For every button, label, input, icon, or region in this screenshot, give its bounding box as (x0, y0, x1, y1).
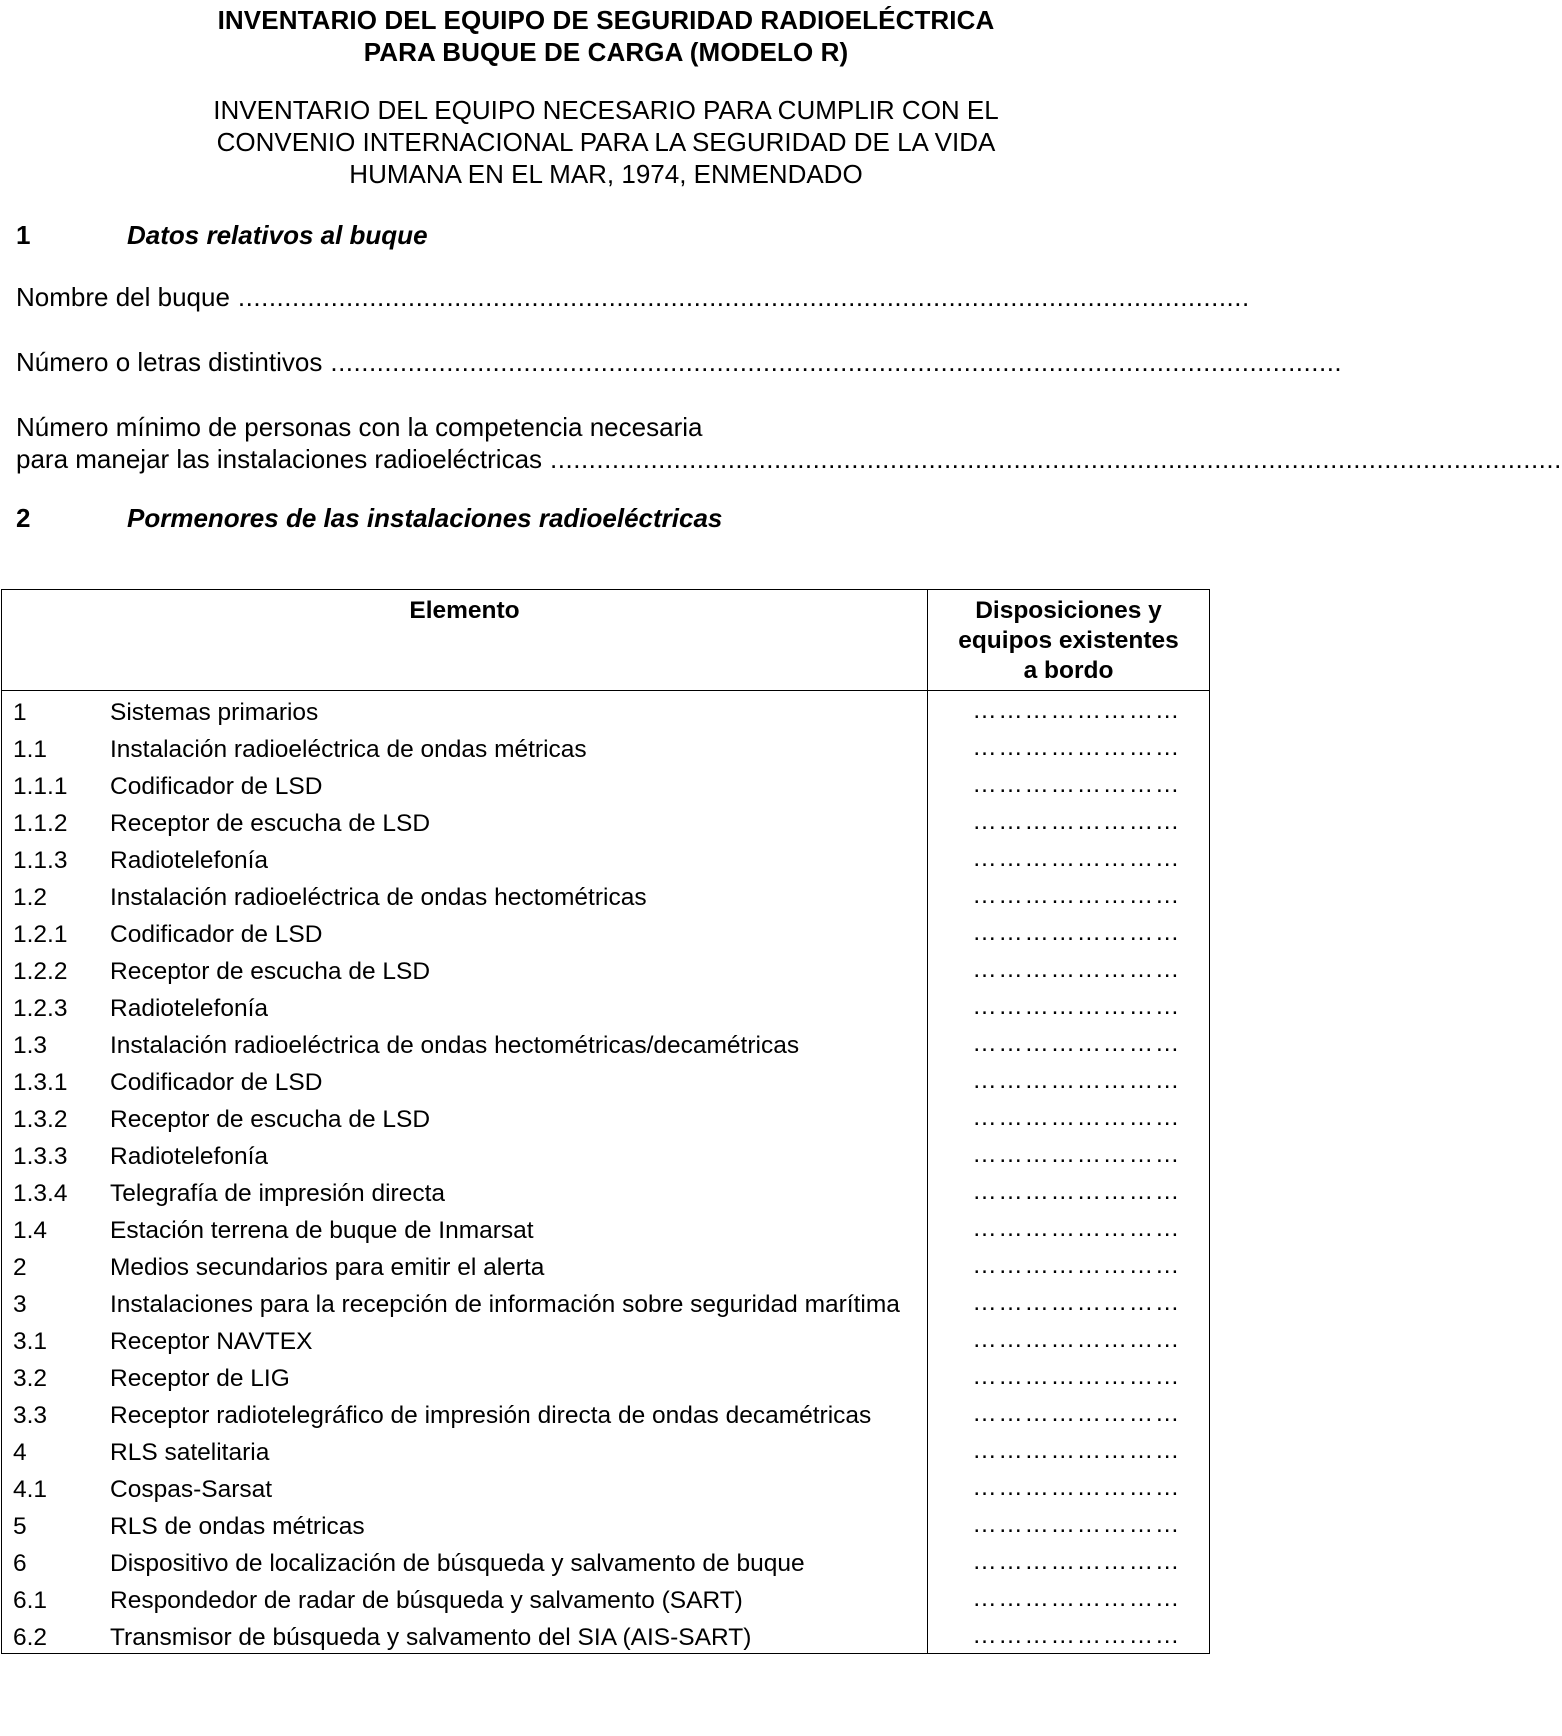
on-board-value-cell[interactable]: …………………… (928, 1246, 1210, 1283)
item-description: Receptor radiotelegráfico de impresión directa de ondas decamétricas (110, 1402, 872, 1429)
table-row (2, 950, 1210, 987)
item-description: Telegrafía de impresión directa (110, 1180, 446, 1207)
on-board-value-cell[interactable]: …………………… (928, 1616, 1210, 1654)
item-description: Codificador de LSD (110, 1069, 323, 1096)
element-cell (2, 1431, 928, 1468)
item-description: Cospas-Sarsat (110, 1476, 273, 1503)
element-cell (2, 1357, 928, 1394)
element-cell (2, 1394, 928, 1431)
table-row (2, 1172, 1210, 1209)
item-description: Instalación radioeléctrica de ondas hectométricas/decamétricas (110, 1032, 800, 1059)
element-cell (2, 1468, 928, 1505)
item-number: 1.2 (13, 884, 48, 911)
on-board-value-cell[interactable]: …………………… (928, 1172, 1210, 1209)
on-board-value-cell[interactable]: …………………… (928, 728, 1210, 765)
section-2-heading (16, 502, 1212, 534)
item-number: 2 (13, 1254, 27, 1281)
item-description: Instalaciones para la recepción de información sobre seguridad marítima (110, 1291, 900, 1318)
subtitle-line-3: HUMANA EN EL MAR, 1974, ENMENDADO (349, 159, 863, 189)
on-board-value-cell[interactable]: …………………… (928, 1505, 1210, 1542)
table-row (2, 1357, 1210, 1394)
table-row (2, 1135, 1210, 1172)
ship-name-blank[interactable]: ................................................................................................................................... (237, 282, 1250, 312)
item-description: RLS de ondas métricas (110, 1513, 365, 1540)
item-description: Receptor de escucha de LSD (110, 810, 431, 837)
item-number: 4.1 (13, 1476, 48, 1503)
table-row (2, 691, 1210, 729)
on-board-value-cell[interactable]: …………………… (928, 691, 1210, 729)
on-board-value-cell[interactable]: …………………… (928, 913, 1210, 950)
table-row (2, 1320, 1210, 1357)
item-description: Radiotelefonía (110, 847, 269, 874)
table-header-row (2, 590, 1210, 691)
element-cell (2, 1320, 928, 1357)
distinctive-field (16, 346, 1343, 378)
item-number: 1.3.4 (13, 1180, 68, 1207)
on-board-value-cell[interactable]: …………………… (928, 950, 1210, 987)
on-board-value-cell[interactable]: …………………… (928, 1468, 1210, 1505)
item-description: Receptor NAVTEX (110, 1328, 313, 1355)
table-row (2, 1024, 1210, 1061)
subtitle-line-1: INVENTARIO DEL EQUIPO NECESARIO PARA CUMPLIR CON EL (213, 95, 999, 125)
element-cell (2, 913, 928, 950)
element-cell (2, 1172, 928, 1209)
item-number: 6 (13, 1550, 27, 1577)
section-1-heading (16, 219, 1212, 251)
on-board-value-cell[interactable]: …………………… (928, 1431, 1210, 1468)
section-2-title: Pormenores de las instalaciones radioeléctricas (127, 503, 723, 533)
element-cell (2, 1505, 928, 1542)
on-board-value-cell[interactable]: …………………… (928, 1061, 1210, 1098)
on-board-value-cell[interactable]: …………………… (928, 1135, 1210, 1172)
table-row (2, 1061, 1210, 1098)
document-subtitle (0, 94, 1212, 190)
item-description: Codificador de LSD (110, 921, 323, 948)
item-description: Dispositivo de localización de búsqueda y salvamento de buque (110, 1550, 805, 1577)
on-board-value-cell[interactable]: …………………… (928, 765, 1210, 802)
table-row (2, 728, 1210, 765)
on-board-value-cell[interactable]: …………………… (928, 987, 1210, 1024)
item-number: 1.1.2 (13, 810, 68, 837)
element-cell (2, 765, 928, 802)
item-number: 1.3.1 (13, 1069, 68, 1096)
title-line-2: PARA BUQUE DE CARGA (MODELO R) (363, 37, 849, 67)
table-row (2, 1468, 1210, 1505)
min-persons-blank[interactable]: ................................................................................................................................... (550, 444, 1562, 474)
element-cell (2, 728, 928, 765)
item-number: 6.2 (13, 1624, 48, 1651)
min-persons-field (16, 411, 1562, 475)
ship-name-label: Nombre del buque (16, 282, 230, 312)
on-board-value-cell[interactable]: …………………… (928, 1357, 1210, 1394)
item-number: 1.2.2 (13, 958, 68, 985)
on-board-value-cell[interactable]: …………………… (928, 802, 1210, 839)
table-row (2, 1209, 1210, 1246)
item-number: 6.1 (13, 1587, 48, 1614)
item-description: Transmisor de búsqueda y salvamento del SIA (AIS-SART) (110, 1624, 752, 1651)
element-cell (2, 1098, 928, 1135)
on-board-value-cell[interactable]: …………………… (928, 1024, 1210, 1061)
on-board-value-cell[interactable]: …………………… (928, 1542, 1210, 1579)
item-description: Radiotelefonía (110, 995, 269, 1022)
ship-name-field (16, 281, 1250, 313)
element-cell (2, 1061, 928, 1098)
item-description: RLS satelitaria (110, 1439, 270, 1466)
on-board-value-cell[interactable]: …………………… (928, 1320, 1210, 1357)
table-row (2, 1579, 1210, 1616)
item-number: 4 (13, 1439, 27, 1466)
item-description: Radiotelefonía (110, 1143, 269, 1170)
table-row (2, 1394, 1210, 1431)
item-description: Receptor de escucha de LSD (110, 1106, 431, 1133)
element-cell (2, 839, 928, 876)
item-description: Receptor de LIG (110, 1365, 290, 1392)
min-persons-label-line1: Número mínimo de personas con la competencia necesaria (16, 412, 703, 442)
item-number: 3.3 (13, 1402, 48, 1429)
table-row (2, 1431, 1210, 1468)
element-cell (2, 1024, 928, 1061)
item-description: Instalación radioeléctrica de ondas hectométricas (110, 884, 647, 911)
item-number: 1 (13, 699, 27, 726)
item-description: Receptor de escucha de LSD (110, 958, 431, 985)
on-board-value-cell[interactable]: …………………… (928, 839, 1210, 876)
element-cell (2, 1542, 928, 1579)
element-cell (2, 1616, 928, 1654)
table-row (2, 1616, 1210, 1654)
item-number: 1.1.3 (13, 847, 68, 874)
item-number: 1.1 (13, 736, 48, 763)
on-board-value-cell[interactable]: …………………… (928, 1394, 1210, 1431)
item-number: 1.3 (13, 1032, 48, 1059)
table-row (2, 1505, 1210, 1542)
table-row (2, 765, 1210, 802)
subtitle-line-2: CONVENIO INTERNACIONAL PARA LA SEGURIDAD DE LA VIDA (216, 127, 996, 157)
element-cell (2, 1135, 928, 1172)
equipment-table (1, 589, 1210, 1654)
table-row (2, 1098, 1210, 1135)
section-2-number: 2 (16, 503, 31, 533)
element-cell (2, 876, 928, 913)
item-description: Respondedor de radar de búsqueda y salvamento (SART) (110, 1587, 743, 1614)
distinctive-blank[interactable]: ................................................................................................................................... (330, 347, 1343, 377)
min-persons-label: para manejar las instalaciones radioeléctricas (16, 444, 543, 474)
table-row (2, 913, 1210, 950)
element-cell (2, 691, 928, 729)
table-row (2, 1283, 1210, 1320)
title-line-1: INVENTARIO DEL EQUIPO DE SEGURIDAD RADIOELÉCTRICA (217, 5, 995, 35)
item-description: Sistemas primarios (110, 699, 319, 726)
element-cell (2, 1209, 928, 1246)
distinctive-label: Número o letras distintivos (16, 347, 323, 377)
item-number: 5 (13, 1513, 27, 1540)
element-cell (2, 1579, 928, 1616)
on-board-value-cell[interactable]: …………………… (928, 1098, 1210, 1135)
on-board-value-cell[interactable]: …………………… (928, 1283, 1210, 1320)
table-row (2, 1246, 1210, 1283)
element-cell (2, 1283, 928, 1320)
element-cell (2, 1246, 928, 1283)
table-row (2, 839, 1210, 876)
item-number: 1.1.1 (13, 773, 68, 800)
element-cell (2, 987, 928, 1024)
item-number: 1.3.2 (13, 1106, 68, 1133)
item-number: 1.2.1 (13, 921, 68, 948)
document-title (0, 0, 1212, 68)
item-description: Estación terrena de buque de Inmarsat (110, 1217, 534, 1244)
item-number: 1.4 (13, 1217, 48, 1244)
column-header-disposiciones: Disposiciones y equipos existentes a bordo (928, 590, 1210, 691)
section-1-title: Datos relativos al buque (127, 220, 428, 250)
item-description: Codificador de LSD (110, 773, 323, 800)
item-description: Medios secundarios para emitir el alerta (110, 1254, 545, 1281)
item-number: 3.2 (13, 1365, 48, 1392)
element-cell (2, 802, 928, 839)
table-row (2, 876, 1210, 913)
item-number: 3.1 (13, 1328, 48, 1355)
item-number: 1.2.3 (13, 995, 68, 1022)
on-board-value-cell[interactable]: …………………… (928, 1579, 1210, 1616)
on-board-value-cell[interactable]: …………………… (928, 1209, 1210, 1246)
item-number: 1.3.3 (13, 1143, 68, 1170)
table-row (2, 1542, 1210, 1579)
item-number: 3 (13, 1291, 27, 1318)
column-header-element: Elemento (2, 590, 928, 691)
section-1-number: 1 (16, 220, 31, 250)
item-description: Instalación radioeléctrica de ondas métricas (110, 736, 587, 763)
on-board-value-cell[interactable]: …………………… (928, 876, 1210, 913)
table-row (2, 802, 1210, 839)
element-cell (2, 950, 928, 987)
table-row (2, 987, 1210, 1024)
